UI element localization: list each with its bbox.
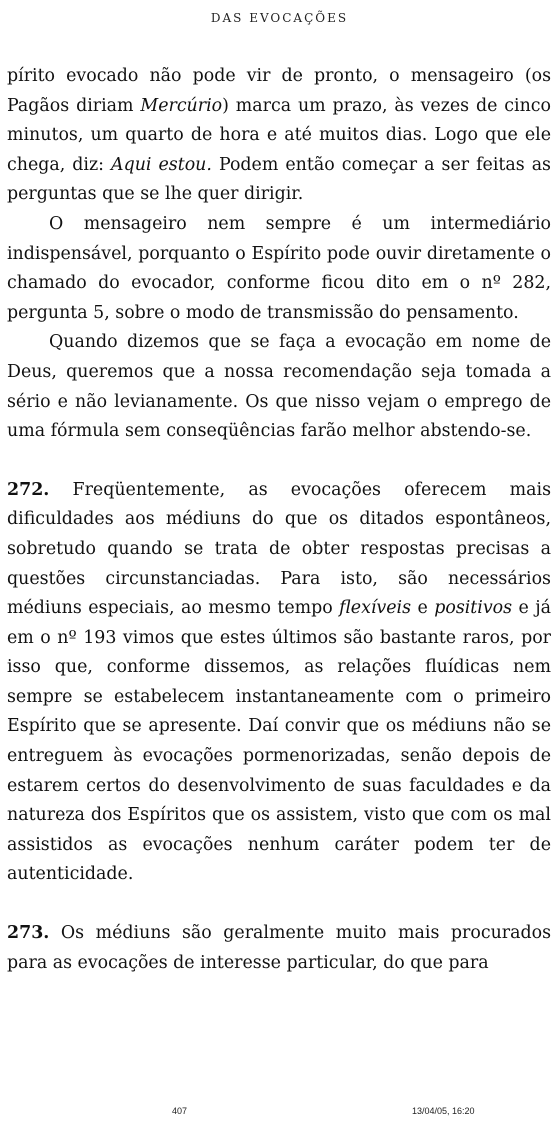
- text-run: e já em o nº 193 vimos que estes últimos são bastante raros, por isso que, conforme dissemos, as relações fluídicas nem sempre se estabelecem instantaneamente com o primeiro Espírito que se apresente. Daí convir que os médiuns não se entreguem às evocações pormenorizadas, senão depois de estarem certos do desenvolvimento de suas faculdades e da natureza dos Espíritos que os assistem, visto que com os mal assistidos as evocações nenhum caráter podem ter de autenticidade.: [7, 598, 551, 885]
- paragraph-name-of-god: Quando dizemos que se faça a evocação em nome de Deus, queremos que a nossa recomendação seja tomada a sério e não levianamente. Os que nisso vejam o emprego de uma fórmula sem conseqüências farão melhor abstendo-se.: [7, 332, 551, 442]
- page-number: 407: [172, 1106, 188, 1116]
- running-header: DAS EVOCAÇÕES: [210, 11, 349, 25]
- italic-quote: Aqui estou.: [111, 154, 212, 175]
- text-run: Podem então começar a ser feitas as perguntas que se lhe quer dirigir.: [7, 154, 551, 205]
- text-run: Freqüentemente, as evocações oferecem mais dificuldades aos médiuns do que os ditados espontâneos, sobretudo quando se trata de obter respostas precisas a questões circunstanciadas. Para isto, são necessários médiuns especiais, ao mesmo tempo: [7, 479, 551, 619]
- italic-term: positivos: [434, 598, 513, 619]
- italic-term: flexíveis: [339, 598, 412, 619]
- text-run: pírito evocado não pode vir de pronto, o mensageiro (os Pagãos diriam: [7, 66, 551, 116]
- text-run: e: [411, 598, 435, 619]
- body-text: [7, 62, 551, 978]
- italic-term: Mercúrio: [140, 95, 223, 116]
- text-run: Os médiuns são geralmente muito mais procurados para as evocações de interesse particular, do que para: [7, 923, 551, 973]
- paragraph-messenger: O mensageiro nem sempre é um intermediário indispensável, porquanto o Espírito pode ouvir diretamente o chamado do evocador, conforme ficou dito em o nº 282, pergunta 5, sobre o modo de transmissão do pensamento.: [7, 213, 551, 323]
- section-number: 273.: [7, 923, 50, 944]
- text-run: ) marca um prazo, às vezes de cinco minutos, um quarto de hora e até muitos dias. Logo que ele chega, diz:: [7, 95, 551, 175]
- section-273: [7, 919, 551, 978]
- paragraph-continuation: [7, 62, 551, 210]
- print-timestamp: 13/04/05, 16:20: [412, 1106, 475, 1116]
- section-number: 272.: [7, 479, 50, 500]
- section-272: [7, 476, 551, 890]
